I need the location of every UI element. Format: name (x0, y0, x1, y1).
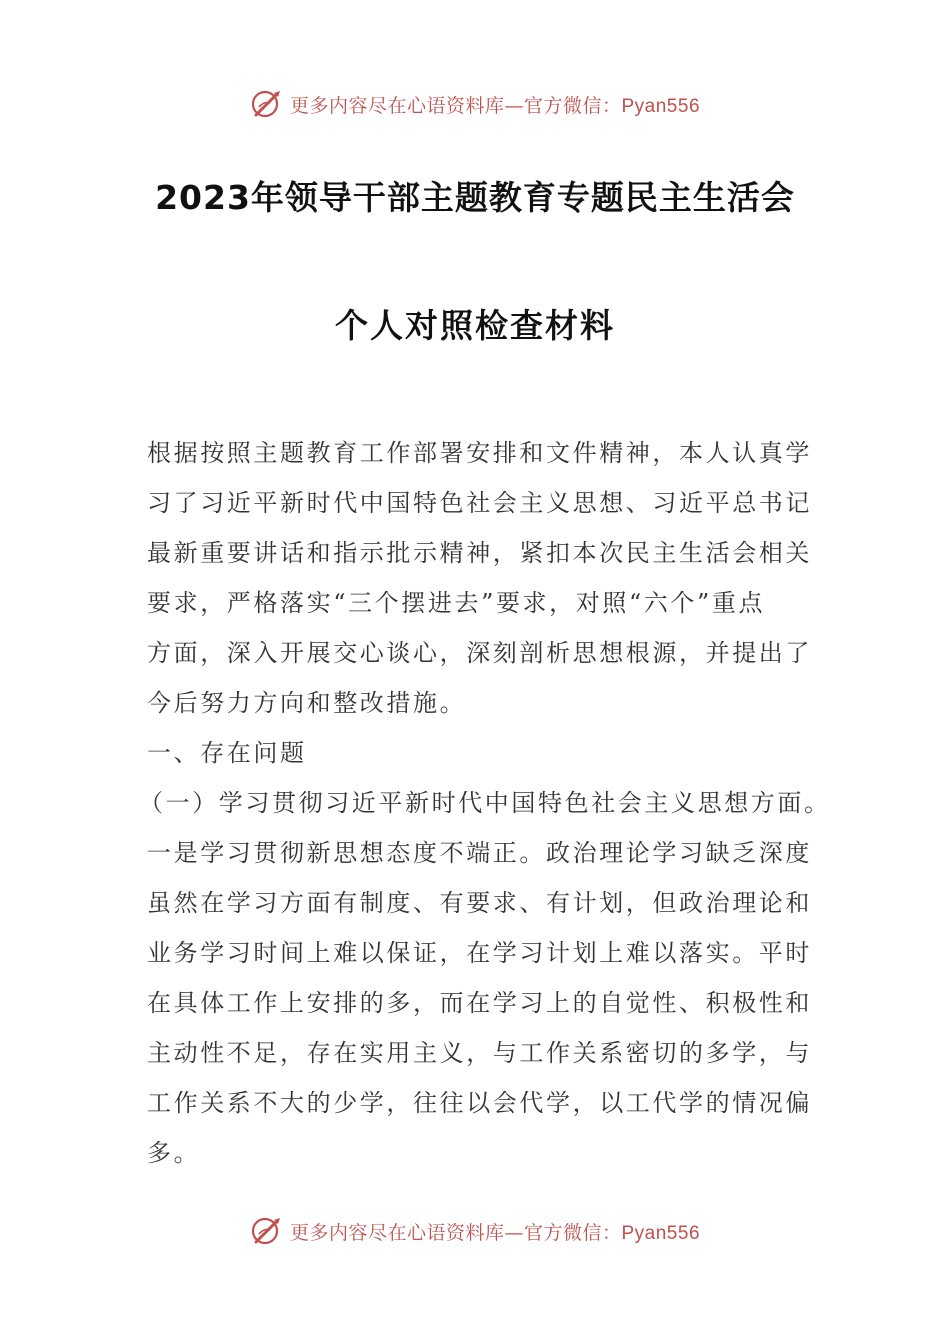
body-line: 根据按照主题教育工作部署安排和文件精神，本人认真学 (147, 439, 812, 467)
watermark-id: Pyan556 (621, 1222, 701, 1244)
body-line: 一是学习贯彻新思想态度不端正。政治理论学习缺乏深度 (147, 839, 812, 867)
watermark-text (290, 91, 700, 118)
body-line: 今后努力方向和整改措施。 (147, 689, 467, 717)
body-line: 多。 (147, 1139, 201, 1167)
watermark-id: Pyan556 (621, 95, 701, 117)
watermark-prefix: 更多内容尽在心语资料库— (289, 1221, 524, 1244)
document-body (139, 428, 831, 1178)
body-line: 工作关系不大的少学，往往以会代学，以工代学的情况偏 (147, 1089, 812, 1117)
body-line: 方面，深入开展交心谈心，深刻剖析思想根源，并提出了 (147, 639, 812, 667)
pen-logo-icon (250, 87, 284, 121)
watermark-official: 官方微信： (523, 1221, 622, 1244)
watermark-prefix: 更多内容尽在心语资料库— (289, 94, 524, 117)
watermark-official: 官方微信： (523, 94, 622, 117)
document-title-line2: 个人对照检查材料 (335, 306, 615, 345)
body-line: 习了习近平新时代中国特色社会主义思想、习近平总书记 (147, 489, 812, 517)
subsection-heading: （一）学习贯彻习近平新时代中国特色社会主义思想方面。 (139, 789, 831, 817)
watermark-text (290, 1218, 700, 1245)
document-title-line1: 2023年领导干部主题教育专题民主生活会 (155, 178, 795, 217)
pen-logo-icon (250, 1214, 284, 1248)
body-line: 最新重要讲话和指示批示精神，紧扣本次民主生活会相关 (147, 539, 812, 567)
body-line: 要求，严格落实“三个摆进去”要求，对照“六个”重点 (147, 589, 766, 617)
body-line: 业务学习时间上难以保证，在学习计划上难以落实。平时 (147, 939, 812, 967)
section-heading: 一、存在问题 (147, 739, 307, 767)
body-line: 虽然在学习方面有制度、有要求、有计划，但政治理论和 (147, 889, 812, 917)
footer-watermark (0, 1211, 950, 1251)
header-watermark (0, 84, 950, 124)
body-line: 主动性不足，存在实用主义，与工作关系密切的多学，与 (147, 1039, 812, 1067)
body-line: 在具体工作上安排的多，而在学习上的自觉性、积极性和 (147, 989, 812, 1017)
